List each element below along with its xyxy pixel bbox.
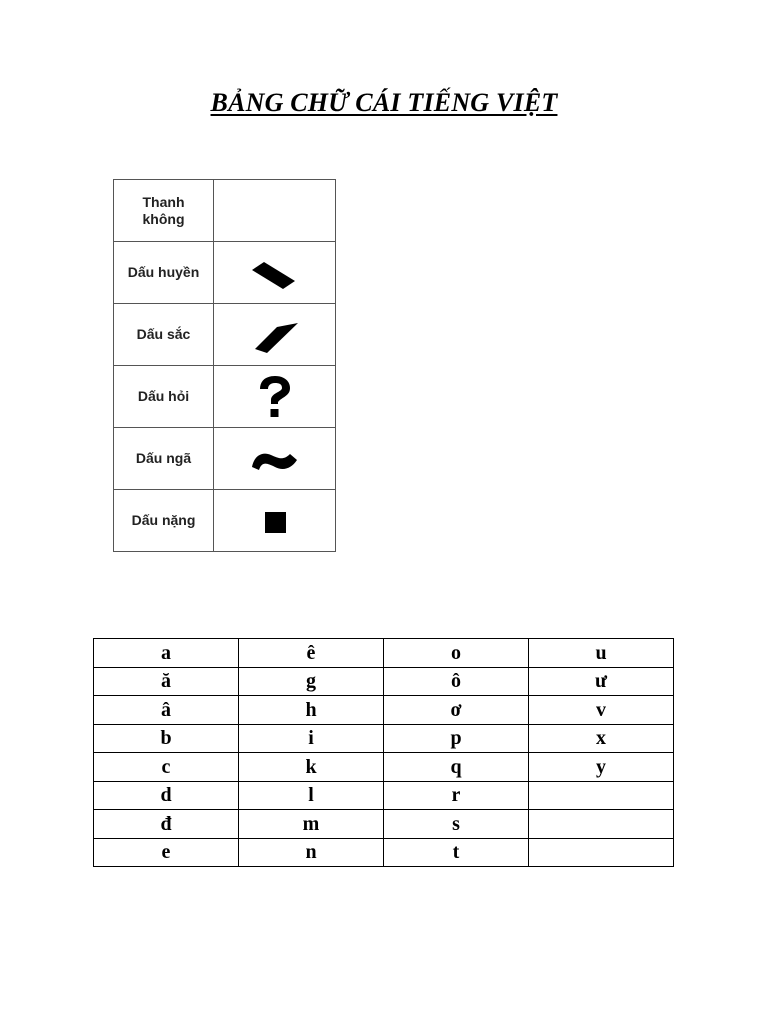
tone-label: Dấu hỏi [137, 388, 190, 404]
letter-cell: e [94, 838, 239, 867]
letter-cell: n [239, 838, 384, 867]
tone-row [114, 366, 336, 428]
letter-cell: ă [94, 667, 239, 696]
tone-label-cell [114, 180, 214, 242]
tone-label-cell [114, 490, 214, 552]
letter-cell: u [529, 639, 674, 668]
table-row [94, 696, 674, 725]
tone-label-cell [114, 428, 214, 490]
table-row [94, 667, 674, 696]
tone-mark-cell [214, 242, 336, 304]
letter-cell: x [529, 724, 674, 753]
letter-cell: t [384, 838, 529, 867]
grave-accent-icon [245, 253, 305, 293]
hook-above-icon [250, 374, 300, 420]
letter-cell: g [239, 667, 384, 696]
letter-cell: q [384, 753, 529, 782]
tone-row [114, 242, 336, 304]
table-row [94, 810, 674, 839]
tone-label-cell [114, 304, 214, 366]
letter-cell: s [384, 810, 529, 839]
tone-label: Dấu huyền [127, 264, 200, 280]
page-title: BẢNG CHỮ CÁI TIẾNG VIỆT [210, 88, 558, 117]
letter-cell: ê [239, 639, 384, 668]
tone-mark-cell-empty [214, 180, 336, 242]
tone-label-cell [114, 242, 214, 304]
tone-row [114, 428, 336, 490]
letter-cell: m [239, 810, 384, 839]
tone-label: Dấu sắc [136, 326, 191, 342]
acute-accent-icon [245, 315, 305, 355]
letter-cell: c [94, 753, 239, 782]
tone-row [114, 490, 336, 552]
tone-mark-cell [214, 366, 336, 428]
tone-row [114, 304, 336, 366]
letter-cell: a [94, 639, 239, 668]
letter-cell: l [239, 781, 384, 810]
letter-cell: b [94, 724, 239, 753]
letter-cell: ô [384, 667, 529, 696]
tone-marks-table [113, 179, 336, 552]
table-row [94, 838, 674, 867]
alphabet-table [93, 638, 674, 867]
table-row [94, 724, 674, 753]
tilde-icon [245, 441, 305, 477]
letter-cell: r [384, 781, 529, 810]
dot-below-icon [255, 501, 295, 541]
table-row [94, 781, 674, 810]
letter-cell: v [529, 696, 674, 725]
letter-cell: o [384, 639, 529, 668]
tone-mark-cell [214, 304, 336, 366]
letter-cell-empty [529, 838, 674, 867]
letter-cell: p [384, 724, 529, 753]
letter-cell: đ [94, 810, 239, 839]
tone-label-cell [114, 366, 214, 428]
tone-mark-cell [214, 428, 336, 490]
letter-cell-empty [529, 781, 674, 810]
table-row [94, 753, 674, 782]
letter-cell: ơ [384, 696, 529, 725]
tone-label: Dấu nặng [131, 512, 196, 528]
tone-mark-cell [214, 490, 336, 552]
letter-cell: â [94, 696, 239, 725]
letter-cell: i [239, 724, 384, 753]
letter-cell: ư [529, 667, 674, 696]
letter-cell: d [94, 781, 239, 810]
tone-label: Thanh không [142, 193, 185, 227]
letter-cell: k [239, 753, 384, 782]
letter-cell: y [529, 753, 674, 782]
tone-label: Dấu ngã [135, 450, 192, 466]
letter-cell: h [239, 696, 384, 725]
table-row [94, 639, 674, 668]
letter-cell-empty [529, 810, 674, 839]
tone-row [114, 180, 336, 242]
